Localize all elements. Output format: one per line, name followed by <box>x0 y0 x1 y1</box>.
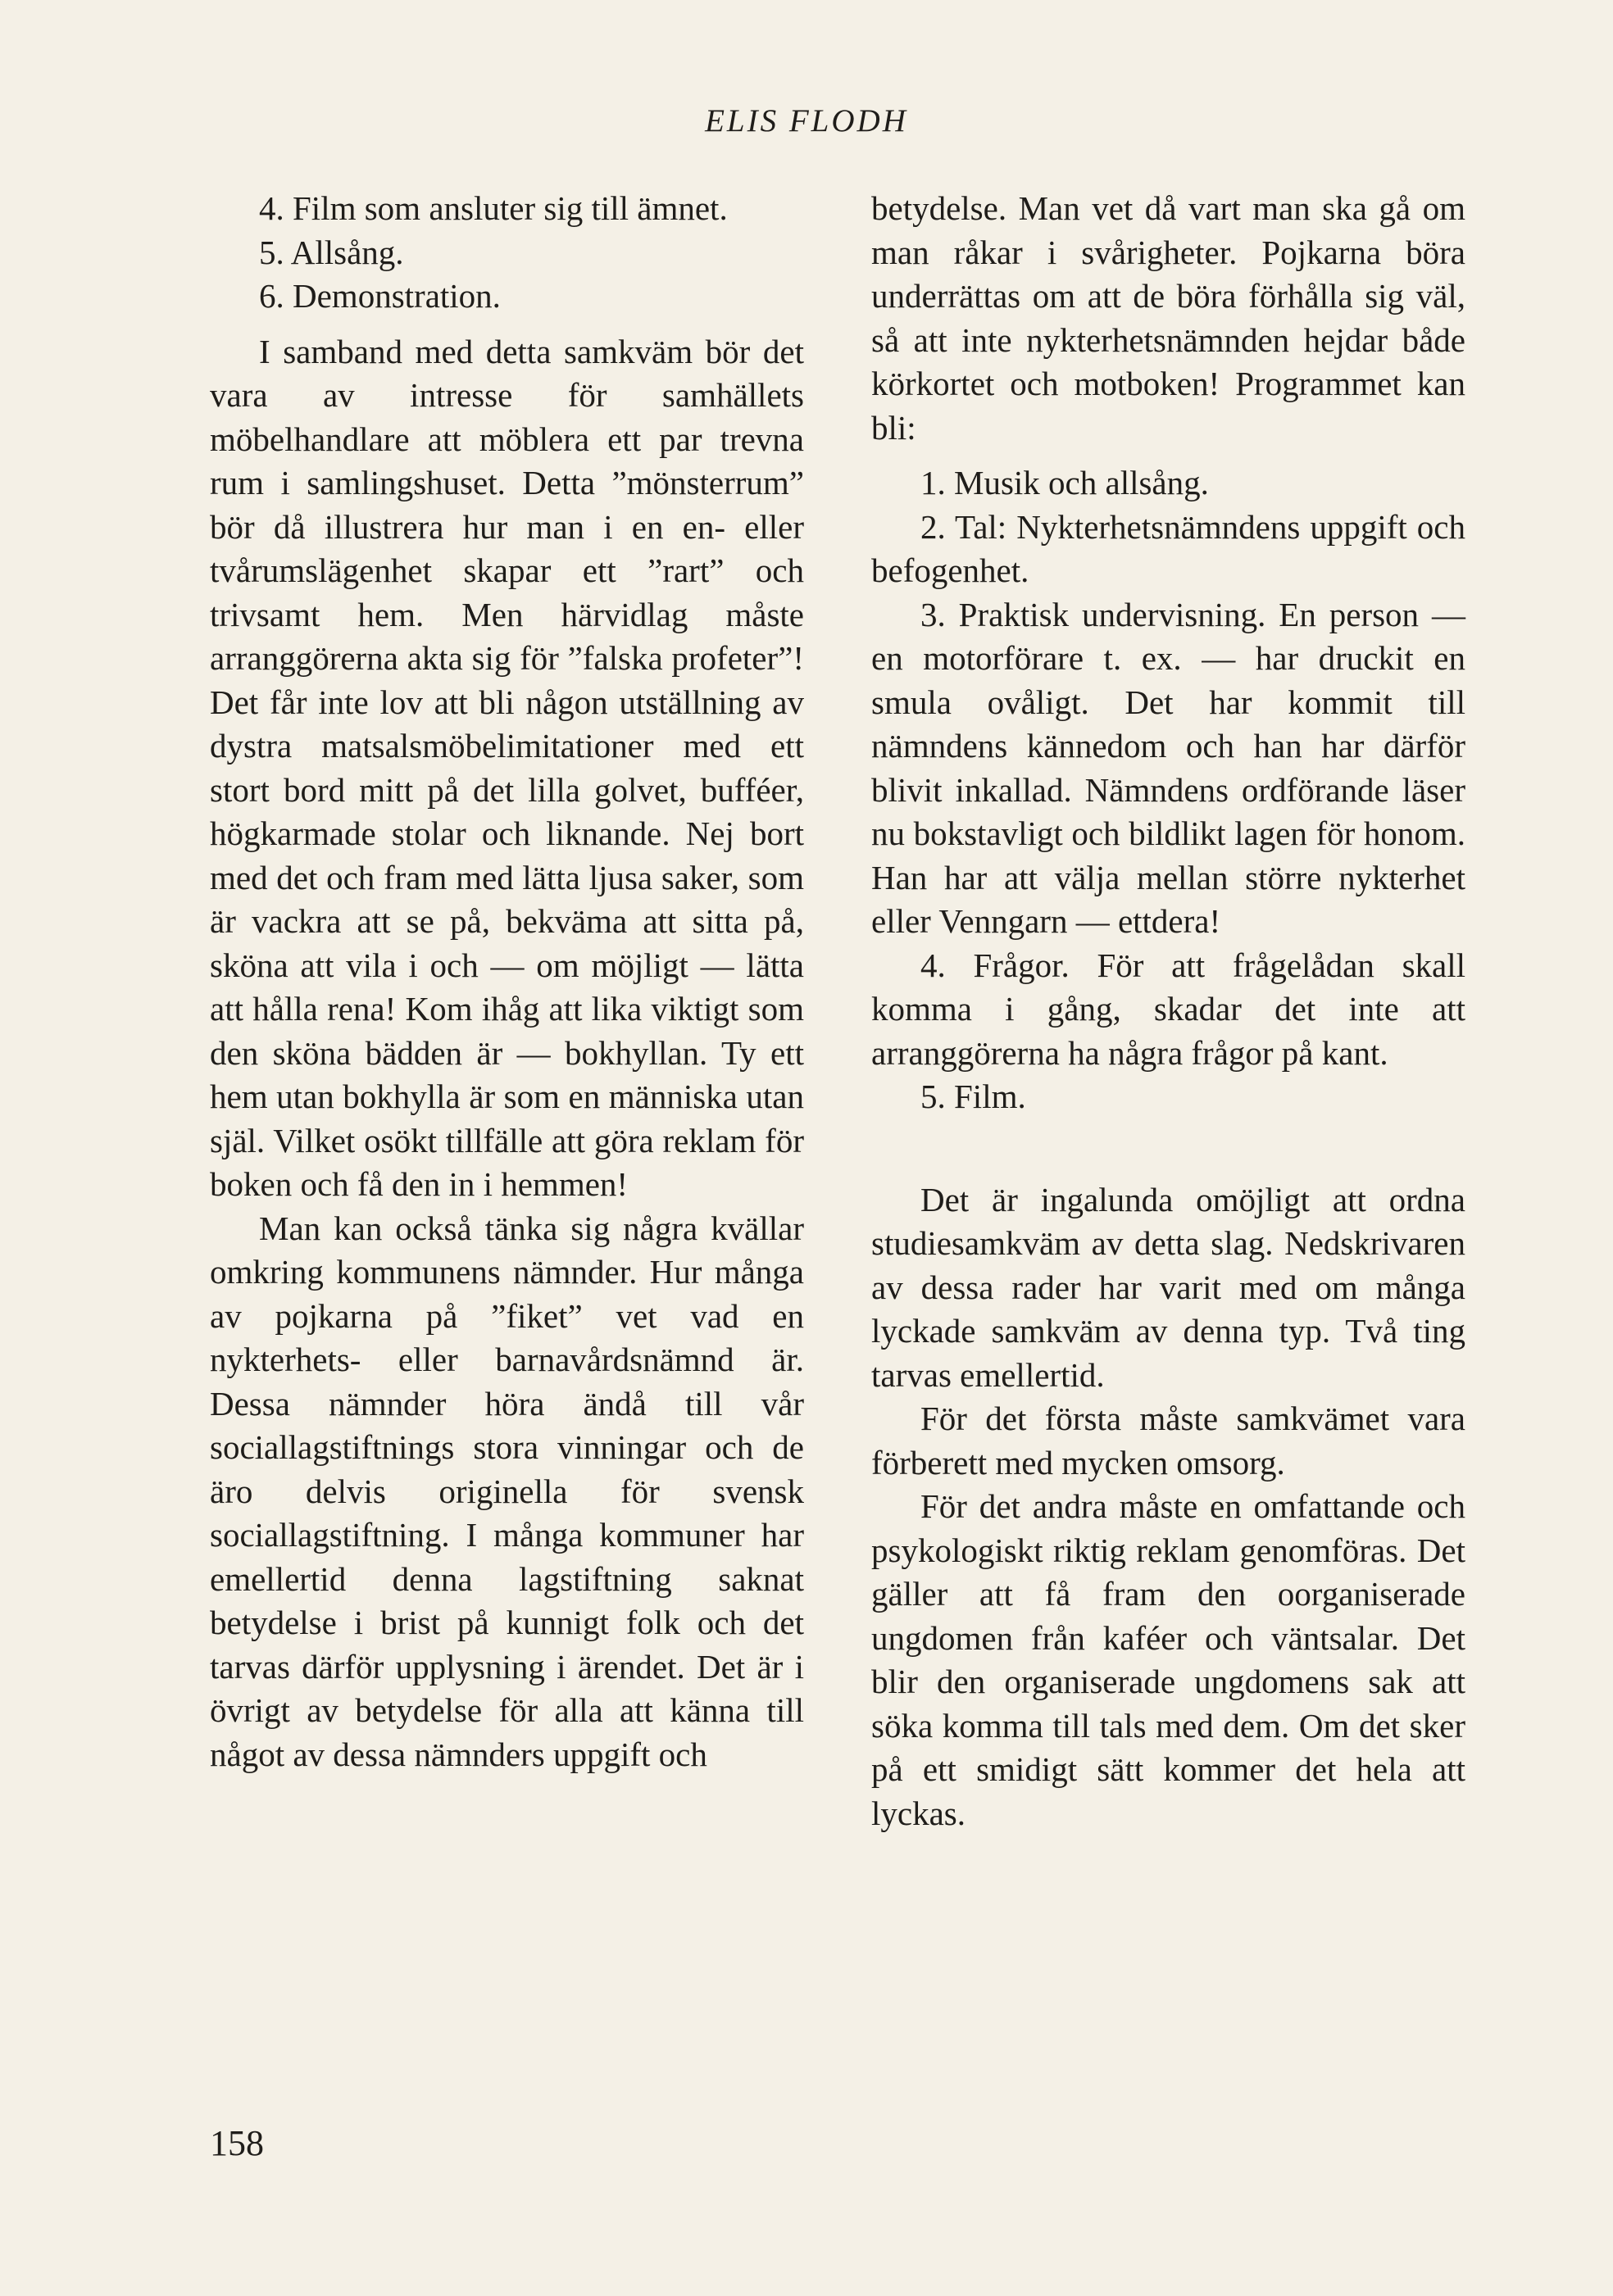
paragraph: Man kan också tänka sig några kvällar omkring kommunens nämnder. Hur många av pojkarna på ”fiket” vet vad en nykterhets- eller barnavårdsnämnd är. Dessa nämnder höra ändå till vår sociallagstiftnings stora vinningar och de äro delvis originella för svensk sociallagstiftning. I många kommuner har emellertid denna lagstiftning saknat betydelse i brist på kunnigt folk och det tarvas därför upplysning i ärendet. Det är i övrigt av betydelse för alla att känna till något av dessa nämnders uppgift och <box>210 1209 804 1773</box>
list-item: 5. Film. <box>920 1078 1026 1115</box>
right-column <box>871 187 1465 1835</box>
paragraph: I samband med detta samkväm bör det vara av intresse för samhällets möbelhandlare att möblera ett par trevna rum i samlingshuset. Detta ”mönsterrum” bör då illustrera hur man i en en- eller tvårumslägenhet skapar ett ”rart” och trivsamt hem. Men härvidlag måste arranggörerna akta sig för ”falska profeter”! Det får inte lov att bli någon utställning av dystra matsalsmöbelimitationer med ett stort bord mitt på det lilla golvet, bufféer, högkarmade stolar och liknande. Nej bort med det och fram med lätta ljusa saker, som är vackra att se på, bekväma att sitta på, sköna att vila i och — om möjligt — lätta att hålla rena! Kom ihåg att lika viktigt som den sköna bädden är — bokhyllan. Ty ett hem utan bokhylla är som en människa utan själ. Vilket osökt tillfälle att göra reklam för boken och få den in i hemmen! <box>210 332 804 1203</box>
list-item: 3. Praktisk undervisning. En person — en motorförare t. ex. — har druckit en smula ovåligt. Det har kommit till nämndens kännedom och han har därför blivit inkallad. Nämndens ordförande läser nu bokstavligt och bildlikt lagen för honom. Han har att välja mellan större nykterhet eller Venngarn — ettdera! <box>871 595 1465 940</box>
left-column <box>210 187 804 1776</box>
list-item: 5. Allsång. <box>259 233 404 271</box>
paragraph: Det är ingalunda omöjligt att ordna studiesamkväm av detta slag. Nedskrivaren av dessa rader har varit med om många lyckade samkväm av denna typ. Två ting tarvas emellertid. <box>871 1180 1465 1394</box>
list-item: 4. Film som ansluter sig till ämnet. <box>259 189 728 227</box>
paragraph: För det andra måste en omfattande och psykologiskt riktig reklam genomföras. Det gäller att få fram den oorganiserade ungdomen från kaféer och väntsalar. Det blir den organiserade ungdomens sak att söka komma till tals med dem. Om det sker på ett smidigt sätt kommer det hela att lyckas. <box>871 1487 1465 1832</box>
paragraph-continued: betydelse. Man vet då vart man ska gå om man råkar i svårigheter. Pojkarna böra underrättas om att de böra förhålla sig väl, så att inte nykterhetsnämnden hejdar både körkortet och motboken! Programmet kan bli: <box>871 189 1465 447</box>
list-item: 4. Frågor. För att frågelådan skall komma i gång, skadar det inte att arranggörerna ha några frågor på kant. <box>871 946 1465 1072</box>
paragraph: För det första måste samkvämet vara förberett med mycken omsorg. <box>871 1400 1465 1482</box>
list-item: 6. Demonstration. <box>259 277 501 315</box>
page-number: 158 <box>210 2123 264 2163</box>
list-item: 2. Tal: Nykterhetsnämndens uppgift och befogenhet. <box>871 507 1465 589</box>
list-item: 1. Musik och allsång. <box>920 464 1209 501</box>
running-head: ELIS FLODH <box>705 103 908 138</box>
